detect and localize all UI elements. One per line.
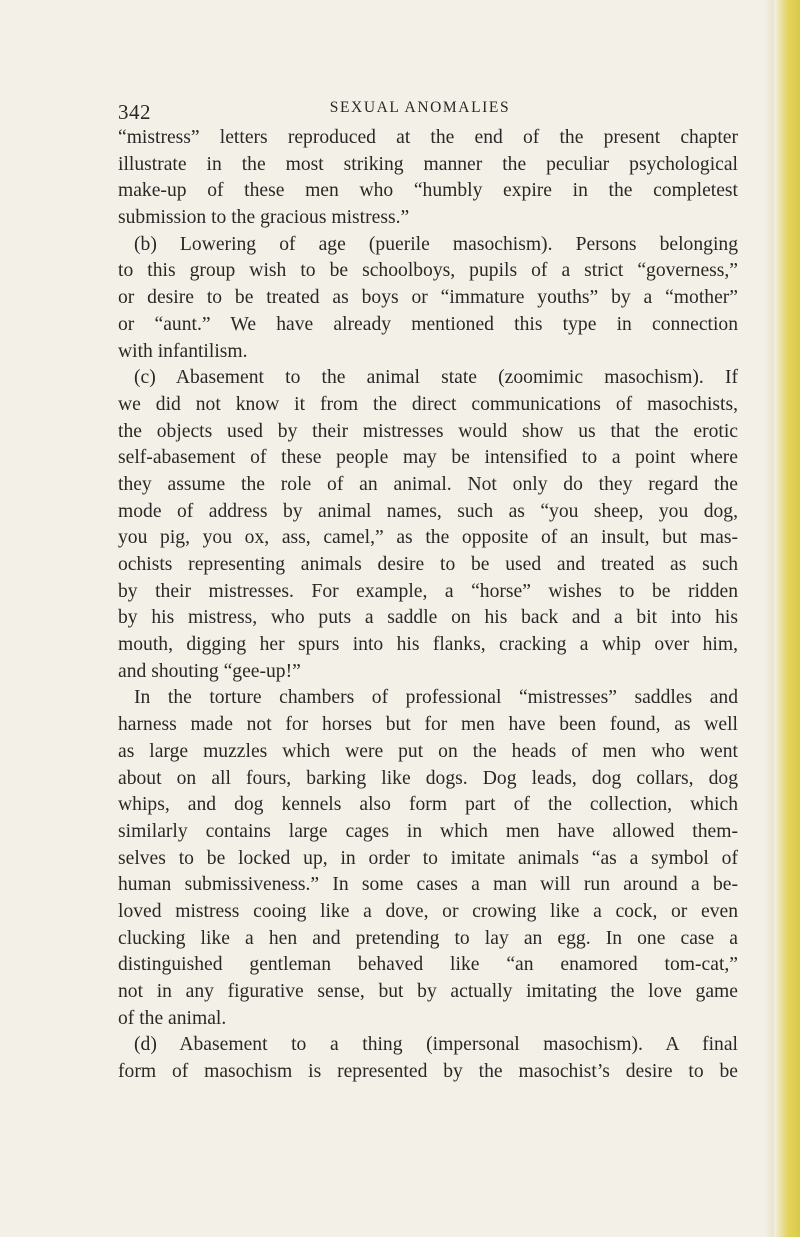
- text-line: ochists representing animals desire to be used and treated as such: [118, 554, 738, 575]
- text-line: (c) Abasement to the animal state (zoomimic masochism). If: [134, 367, 738, 389]
- page-edge-shadow: [764, 0, 774, 1237]
- text-line: submission to the gracious mistress.”: [118, 207, 410, 229]
- text-line: by his mistress, who puts a saddle on his back and a bit into his: [118, 607, 738, 629]
- text-line: we did not know it from the direct communications of masochists,: [118, 393, 738, 415]
- text-line: loved mistress cooing like a dove, or crowing like a cock, or even: [118, 900, 738, 922]
- text-line: about on all fours, barking like dogs. Dog leads, dog collars, dog: [118, 767, 738, 789]
- text-line: mode of address by animal names, such as “you sheep, you dog,: [118, 500, 738, 522]
- text-line: they assume the role of an animal. Not only do they regard the: [118, 473, 738, 495]
- text-line: not in any figurative sense, but by actually imitating the love game: [118, 981, 738, 1002]
- body-text: [118, 125, 738, 1086]
- running-head: SEXUAL ANOMALIES: [329, 99, 511, 116]
- page-number: 342: [118, 100, 151, 124]
- text-line: In the torture chambers of professional “mistresses” saddles and: [134, 687, 738, 709]
- text-line: and shouting “gee-up!”: [118, 660, 301, 682]
- text-line: form of masochism is represented by the masochist’s desire to be: [118, 1061, 738, 1083]
- text-line: the objects used by their mistresses would show us that the erotic: [118, 420, 738, 442]
- text-line: you pig, you ox, ass, camel,” as the opposite of an insult, but mas-: [118, 527, 738, 549]
- text-line: human submissiveness.” In some cases a man will run around a be-: [118, 874, 738, 896]
- text-line: mouth, digging her spurs into his flanks, cracking a whip over him,: [118, 634, 738, 656]
- text-line: selves to be locked up, in order to imitate animals “as a symbol of: [118, 847, 738, 869]
- text-line: distinguished gentleman behaved like “an enamored tom-cat,”: [118, 954, 738, 976]
- page-edge: [774, 0, 800, 1237]
- text-line: illustrate in the most striking manner the peculiar psychological: [118, 153, 738, 175]
- text-line: as large muzzles which were put on the heads of men who went: [118, 740, 738, 762]
- text-line: by their mistresses. For example, a “horse” wishes to be ridden: [118, 580, 738, 602]
- text-line: self-abasement of these people may be intensified to a point where: [118, 447, 738, 469]
- text-line: or desire to be treated as boys or “immature youths” by a “mother”: [118, 287, 738, 309]
- text-line: make-up of these men who “humbly expire in the completest: [118, 180, 738, 202]
- text-line: harness made not for horses but for men have been found, as well: [118, 714, 738, 736]
- text-line: or “aunt.” We have already mentioned this type in connection: [118, 313, 738, 335]
- text-line: whips, and dog kennels also form part of the collection, which: [118, 794, 738, 816]
- page-header: [100, 98, 740, 126]
- text-line: clucking like a hen and pretending to lay an egg. In one case a: [118, 927, 738, 949]
- text-line: of the animal.: [118, 1007, 227, 1029]
- text-line: (d) Abasement to a thing (impersonal masochism). A final: [134, 1034, 738, 1056]
- text-line: similarly contains large cages in which men have allowed them-: [118, 820, 738, 842]
- text-line: “mistress” letters reproduced at the end of the present chapter: [118, 127, 738, 148]
- text-line: to this group wish to be schoolboys, pupils of a strict “governess,”: [118, 260, 738, 282]
- text-line: (b) Lowering of age (puerile masochism). Persons belonging: [134, 233, 738, 255]
- text-line: with infantilism.: [118, 340, 248, 362]
